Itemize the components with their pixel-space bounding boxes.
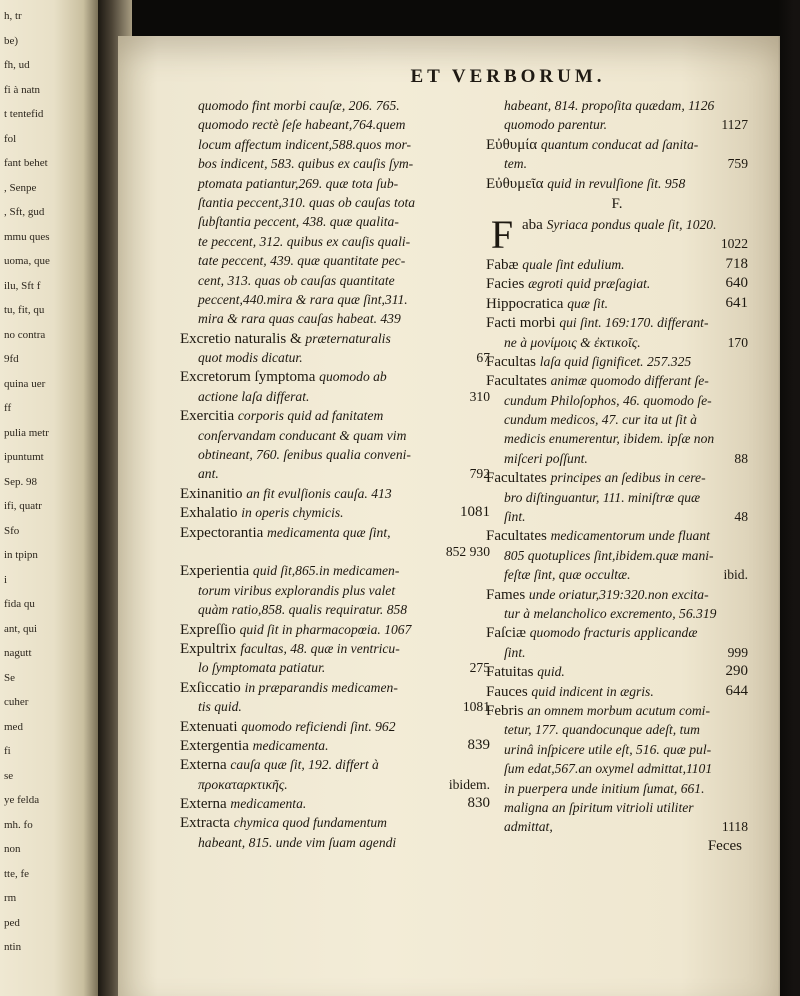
index-text: bro diſtinguantur, 111. miniſtræ quæ <box>504 489 701 505</box>
facing-page-fragment: i <box>4 573 8 586</box>
index-lemma: Expreſſio <box>180 621 240 638</box>
facing-page-fragment: , Sft, gud <box>4 206 45 218</box>
index-text: ne à μονίμοις & ἐκτικοῖς. <box>504 334 641 350</box>
index-text: quid ſit in pharmacopœia. 1067 <box>239 621 412 637</box>
page-reference: 718 <box>725 255 748 272</box>
index-line <box>180 813 490 832</box>
index-line <box>486 96 748 115</box>
facing-page-fragment: non <box>4 843 21 855</box>
index-line <box>180 503 490 522</box>
page-reference: 830 <box>467 795 490 812</box>
index-text: animæ quomodo differant ſe- <box>550 373 709 389</box>
facing-page-fragment: uoma, que <box>4 255 50 267</box>
index-lemma: Hippocratica <box>486 295 568 312</box>
index-line <box>486 643 748 662</box>
index-line <box>180 639 490 658</box>
index-line <box>180 115 490 134</box>
index-line <box>180 251 490 270</box>
index-text: quomodo fracturis applicandæ <box>529 625 698 641</box>
index-text: quomodo ab <box>319 369 387 385</box>
index-text: medicamenta. <box>230 796 307 812</box>
index-text: locum affectum indicent,588.quos mor- <box>198 136 412 152</box>
index-text: an fit evulſionis cauſa. 413 <box>246 485 392 501</box>
index-line <box>180 484 490 503</box>
index-lemma: Exercitia <box>180 408 238 425</box>
index-lemma: Faſciæ <box>486 625 530 642</box>
facing-page-fragment: quina uer <box>4 377 46 390</box>
index-text: quid. <box>537 664 565 680</box>
index-line <box>486 585 748 604</box>
index-line <box>180 135 490 154</box>
index-text: mira & rara quas cauſas habeat. 439 <box>198 311 401 327</box>
index-lemma: Externa <box>180 796 231 813</box>
index-text: qui ſint. 169:170. differant- <box>559 315 709 331</box>
index-text: quot modis dicatur. <box>198 350 303 366</box>
facing-page-fragment: Sfo <box>4 524 20 537</box>
section-letter: F. <box>611 195 623 212</box>
index-text: quantum conducat ad ſanita- <box>540 136 699 152</box>
facing-page-fragment: tte, fe <box>4 867 30 880</box>
dropcap-entries <box>486 211 748 257</box>
index-line <box>180 426 490 445</box>
facing-page-fragment: pulia metr <box>4 426 49 439</box>
index-column-left <box>180 96 490 852</box>
index-line <box>180 329 490 348</box>
index-line <box>180 96 490 115</box>
facing-page-fragment: ifi, quatr <box>4 500 42 512</box>
index-lemma: Extracta <box>180 815 234 832</box>
index-text: 805 quotuplices ſint,ibidem.quæ mani- <box>504 547 714 563</box>
index-text: quomodo parentur. <box>504 117 607 133</box>
index-lemma: Facies <box>486 276 529 293</box>
page-reference: 839 <box>467 736 490 753</box>
index-lemma: Facultas <box>486 353 540 370</box>
index-line <box>180 697 490 716</box>
index-line <box>486 817 748 836</box>
facing-page-fragment: cuher <box>4 696 29 708</box>
facing-page-fragment: ye felda <box>4 794 40 806</box>
index-text: tur à melancholico excremento, 56.319 <box>504 605 717 621</box>
page-reference: 1118 <box>721 819 748 835</box>
facing-page-fragment: , Senpe <box>4 181 37 194</box>
index-text: miſceri poſſunt. <box>504 450 588 466</box>
dropcap: F <box>490 211 514 257</box>
index-line <box>486 391 748 410</box>
index-text: cauſa quæ ſit, 192. differt à <box>230 757 379 773</box>
index-lemma: Fabæ <box>486 256 523 273</box>
index-text: ſum edat,567.an oxymel admittat,1101 <box>504 761 713 777</box>
index-line <box>180 367 490 386</box>
page-reference: 999 <box>727 644 748 660</box>
page-reference: 310 <box>469 388 490 404</box>
index-line <box>180 193 490 212</box>
index-text: ptomata patiantur,269. quæ tota ſub- <box>198 175 399 191</box>
index-line <box>486 313 748 332</box>
index-text: ſint. <box>504 644 526 660</box>
index-text: admittat, <box>504 819 553 835</box>
index-text: chymica quod fundamentum <box>233 815 387 831</box>
index-lemma: Extergentia <box>180 737 253 754</box>
index-text: quid ſit,865.in medicamen- <box>252 563 400 579</box>
index-text: lo ſymptomata patiatur. <box>198 660 326 676</box>
index-line <box>486 154 748 173</box>
index-line <box>486 779 748 798</box>
index-line <box>180 833 490 852</box>
index-text: tetur, 177. quandocunque adeſt, tum <box>504 722 700 738</box>
index-text: προκαταρκτικῆς. <box>198 776 288 792</box>
index-line <box>522 234 748 253</box>
facing-page-fragment: h, tr <box>4 10 22 22</box>
facing-page-fragment: se <box>4 769 14 782</box>
right-column-top-entries <box>486 96 748 193</box>
facing-page-fragment: fida qu <box>4 598 35 610</box>
index-line <box>486 604 748 623</box>
dropcap-block <box>486 211 748 257</box>
facing-page-fragment: Se <box>4 671 15 684</box>
index-text: actione laſa differat. <box>198 388 310 404</box>
index-text: te peccent, 312. quibus ex cauſis quali- <box>198 233 411 249</box>
facing-page-fragment: Sep. 98 <box>4 475 37 488</box>
index-text: ant. <box>198 466 219 482</box>
index-text: in operis chymicis. <box>241 505 344 521</box>
index-line <box>180 658 490 677</box>
index-line <box>180 717 490 736</box>
dark-right-edge <box>778 0 800 996</box>
index-line <box>180 542 490 561</box>
page-reference: 170 <box>727 334 748 350</box>
facing-page-fragment: ipuntumt <box>4 451 44 463</box>
facing-page-fragment: be) <box>4 34 19 47</box>
index-lemma: Facultates <box>486 470 551 487</box>
index-line <box>486 720 748 739</box>
index-lemma: Exhalatio <box>180 505 242 522</box>
index-text: medicamenta quæ ſint, <box>267 524 391 540</box>
index-line <box>486 701 748 720</box>
facing-page-fragment: mh. fo <box>4 818 33 831</box>
index-line <box>180 232 490 251</box>
page-reference: ibid. <box>723 567 748 583</box>
index-text: Syriaca pondus quale ſit, 1020. <box>546 216 717 232</box>
page-reference: 1081 <box>460 504 490 521</box>
index-lemma: aba <box>522 216 547 233</box>
index-lemma: Exſiccatio <box>180 679 245 696</box>
facing-page-fragment: ped <box>4 916 20 929</box>
index-lemma: Expultrix <box>180 640 241 657</box>
index-lemma: Εὐθυμία <box>486 136 541 153</box>
index-line <box>180 309 490 328</box>
index-line <box>486 135 748 154</box>
page-reference: 290 <box>725 663 748 680</box>
index-text: habeant, 814. propoſita quædam, 1126 <box>504 98 715 113</box>
index-line <box>180 581 490 600</box>
index-line <box>180 464 490 483</box>
page-reference: ibidem. <box>448 776 490 792</box>
index-text: in præparandis medicamen- <box>244 679 398 695</box>
index-text: obtineant, 760. ſenibus qualia conveni- <box>198 447 411 463</box>
index-line <box>522 215 748 234</box>
index-text: torum viribus explorandis plus valet <box>198 582 396 598</box>
facing-page-fragment: 9fd <box>4 353 19 365</box>
running-head: ET VERBORUM. <box>410 66 606 87</box>
facing-page-fragment: fol <box>4 132 17 145</box>
facing-page-fragment: no contra <box>4 328 46 341</box>
index-line <box>180 174 490 193</box>
index-text: feſtæ ſint, quæ occultæ. <box>504 567 631 583</box>
facing-page-fragment: ilu, Sft f <box>4 279 41 292</box>
page-reference: 48 <box>734 509 748 525</box>
index-text: tem. <box>504 156 528 172</box>
page-reference: 67 <box>476 350 490 366</box>
index-lemma: Excretio naturalis & <box>180 330 306 347</box>
index-line <box>486 352 748 371</box>
index-text: quæ ſit. <box>567 295 609 311</box>
page-reference: 1022 <box>720 236 748 252</box>
index-line <box>486 333 748 352</box>
page-reference: 644 <box>725 682 748 699</box>
facing-page-fragment: med <box>4 720 23 733</box>
index-line <box>486 798 748 817</box>
index-line <box>180 271 490 290</box>
index-text: ægroti quid præſagiat. <box>528 276 651 292</box>
catchword: Feces <box>707 837 742 854</box>
index-line <box>486 429 748 448</box>
index-line <box>486 174 748 193</box>
page-reference: 1081 <box>462 699 490 715</box>
index-line <box>486 488 748 507</box>
facing-page-fragment: mmu ques <box>4 230 50 243</box>
index-line <box>486 662 748 681</box>
index-line <box>486 565 748 584</box>
index-lemma: Febris <box>486 702 528 719</box>
index-line <box>486 115 748 134</box>
index-text: ſubſtantia peccent, 438. quæ qualita- <box>198 214 399 230</box>
index-text: tate peccent, 439. quæ quantitate pec- <box>198 253 406 269</box>
index-line <box>180 406 490 425</box>
index-text: quid indicent in ægris. <box>531 683 654 699</box>
index-text: laſa quid ſignificet. 257.325 <box>539 353 692 369</box>
index-text: ſtantia peccent,310. quas ob cauſas tota <box>198 194 416 210</box>
index-text: quomodo rectè ſeſe habeant,764.quem <box>198 117 406 133</box>
book-page <box>118 36 780 996</box>
index-lemma: Excretorum ſymptoma <box>180 369 320 386</box>
index-lemma: Experientia <box>180 563 253 580</box>
index-line <box>180 523 490 542</box>
facing-page-fragment: ff <box>4 402 12 414</box>
index-line <box>180 678 490 697</box>
index-line <box>180 561 490 580</box>
page-reference: 640 <box>725 275 748 292</box>
index-lemma: Fatuitas <box>486 664 538 681</box>
index-lemma: Εὐθυμεῖα <box>486 175 548 192</box>
index-line <box>486 623 748 642</box>
index-line <box>486 255 748 274</box>
index-text: medicamentorum unde fluant <box>550 528 710 544</box>
index-line <box>486 546 748 565</box>
page-reference: 1127 <box>721 117 748 133</box>
index-line <box>180 736 490 755</box>
index-line <box>180 775 490 794</box>
index-text: cundum Philoſophos, 46. quomodo ſe- <box>504 392 712 408</box>
index-text: tis quid. <box>198 699 242 715</box>
facing-page-edge <box>0 0 100 996</box>
index-line <box>486 468 748 487</box>
index-text: peccent,440.mira & rara quæ ſint,311. <box>198 291 408 307</box>
index-column-right <box>486 96 748 856</box>
index-line <box>486 682 748 701</box>
facing-page-fragment: ntin <box>4 941 22 953</box>
index-text: principes an ſedibus in cere- <box>550 470 706 486</box>
index-line <box>180 212 490 231</box>
index-line <box>180 348 490 367</box>
index-line <box>180 794 490 813</box>
index-line <box>180 755 490 774</box>
index-line <box>486 449 748 468</box>
index-text: habeant, 815. unde vim ſuam agendi <box>198 834 397 850</box>
index-text: ſint. <box>504 509 526 525</box>
facing-page-fragment: ant, qui <box>4 622 37 635</box>
index-text: corporis quid ad fanitatem <box>237 408 384 424</box>
facing-page-fragment: fi <box>4 745 11 757</box>
index-text: an omnem morbum acutum comi- <box>527 702 710 718</box>
index-text: bos indicent, 583. quibus ex cauſis ſym- <box>198 156 414 172</box>
page-reference: 88 <box>734 450 748 466</box>
index-line <box>486 526 748 545</box>
right-column-entries <box>486 255 748 837</box>
index-text: maligna an ſpiritum vitrioli utiliter <box>504 799 694 815</box>
index-text: conſervandam conducant & quam vim <box>198 427 407 443</box>
index-text: quale ſint edulium. <box>522 256 625 272</box>
index-text: in puerpera unde initium ſumat, 661. <box>504 780 705 796</box>
facing-page-fragment: t tentefid <box>4 108 44 120</box>
index-text: cent, 313. quas ob cauſas quantitate <box>198 272 395 288</box>
index-lemma: Expectorantia <box>180 524 268 541</box>
page-reference: 641 <box>725 294 748 311</box>
index-lemma: Externa <box>180 757 231 774</box>
index-text: unde oriatur,319:320.non excita- <box>528 586 709 602</box>
index-line <box>180 445 490 464</box>
index-text: quàm ratio,858. qualis requiratur. 858 <box>198 602 408 618</box>
index-line <box>486 294 748 313</box>
index-text: cundum medicos, 47. cur ita ut ſit à <box>504 412 697 428</box>
index-line <box>180 620 490 639</box>
facing-page-fragment: fh, ud <box>4 59 30 71</box>
index-line <box>486 371 748 390</box>
page-reference: 275 <box>469 660 490 676</box>
facing-page-fragment: rm <box>4 892 17 904</box>
index-line <box>180 387 490 406</box>
index-lemma: Extenuati <box>180 718 242 735</box>
page-reference: 759 <box>727 156 748 172</box>
index-text: medicamenta. <box>252 737 329 753</box>
index-text: quomodo fint morbi cauſæ, 206. 765. <box>198 98 400 113</box>
facing-page-fragment: fi à natn <box>4 83 41 96</box>
index-lemma: Facti morbi <box>486 315 560 332</box>
index-line <box>180 600 490 619</box>
facing-page-fragment: in tpipn <box>4 549 38 561</box>
facing-page-fragment: tu, fit, qu <box>4 304 45 316</box>
index-line <box>486 507 748 526</box>
index-line <box>180 154 490 173</box>
index-text: præternaturalis <box>305 330 391 346</box>
index-line <box>486 759 748 778</box>
facing-page-fragment: fant behet <box>4 157 48 169</box>
index-line <box>486 274 748 293</box>
index-text: quomodo reficiendi ſint. 962 <box>241 718 396 734</box>
index-line <box>486 410 748 429</box>
index-lemma: Exinanitio <box>180 485 247 502</box>
index-text: urinâ inſpicere utile eſt, 516. quæ pul- <box>504 741 712 757</box>
index-lemma: Facultates <box>486 528 551 545</box>
index-line <box>486 740 748 759</box>
page-reference: 792 <box>469 466 490 482</box>
index-text: facultas, 48. quæ in ventricu- <box>240 640 400 656</box>
index-lemma: Fames <box>486 586 529 603</box>
page-reference: 852 930 <box>445 543 490 559</box>
index-text: quid in revulſione ſit. 958 <box>547 175 686 191</box>
index-text: medicis enumerentur, ibidem. ipſæ non <box>504 431 715 447</box>
index-line <box>180 290 490 309</box>
index-lemma: Facultates <box>486 373 551 390</box>
facing-page-fragment: nagutt <box>4 647 32 659</box>
index-lemma: Fauces <box>486 683 532 700</box>
